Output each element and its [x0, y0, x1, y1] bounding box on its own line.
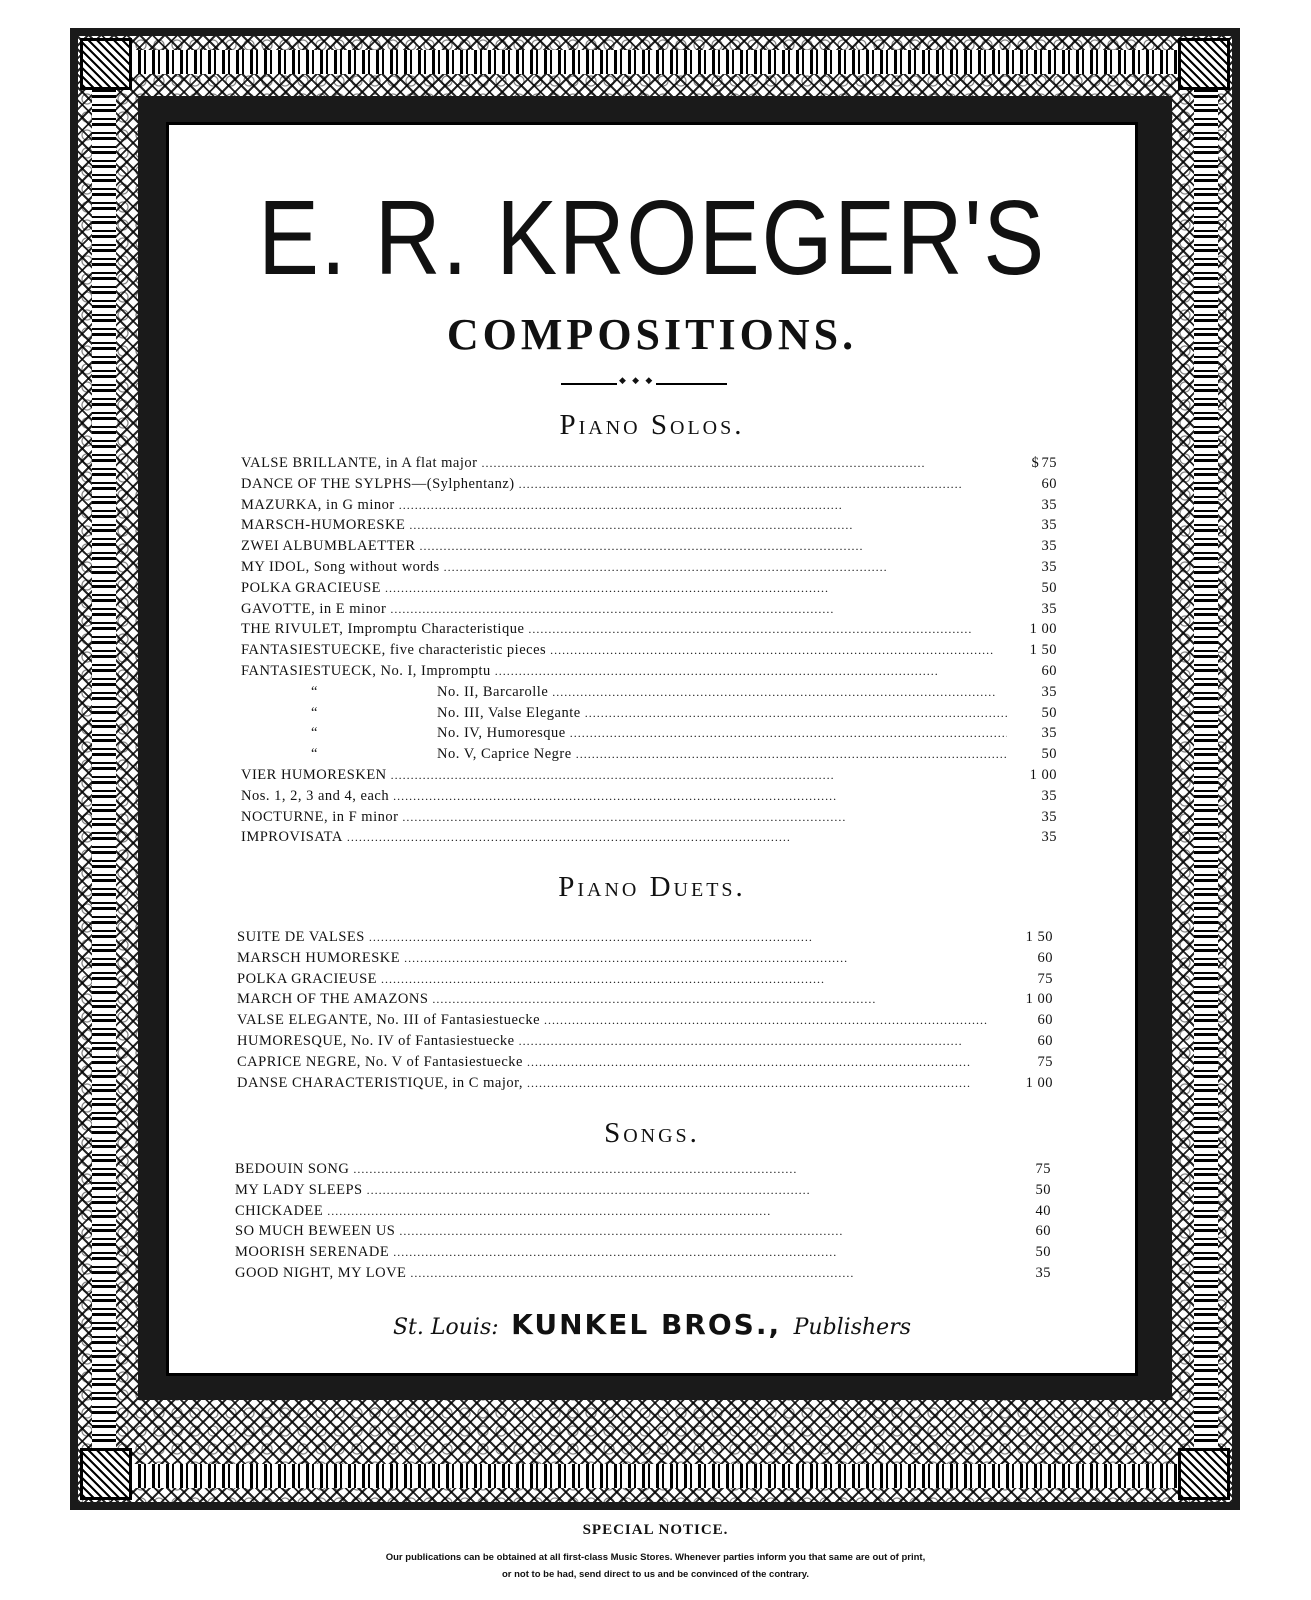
songs-list — [235, 1161, 1051, 1286]
item-price — [1011, 809, 1057, 826]
currency-symbol: $ — [1031, 455, 1040, 471]
price-value: 35 — [1041, 600, 1057, 617]
list-item — [241, 705, 1057, 726]
list-item — [237, 1033, 1053, 1054]
price-value: 50 — [1041, 704, 1057, 721]
price-value: 50 — [1041, 746, 1057, 763]
piano-duets-list — [237, 929, 1053, 1095]
notice-line: or not to be had, send direct to us and be convinced of the contrary. — [501, 1569, 810, 1580]
list-item — [241, 517, 1057, 538]
item-price — [1007, 991, 1053, 1008]
dot-leader — [399, 1223, 1001, 1240]
dot-leader — [393, 788, 1007, 805]
list-item — [235, 1182, 1051, 1203]
item-title: ZWEI ALBUMBLAETTER — [241, 538, 416, 555]
list-item — [241, 829, 1057, 850]
item-title-text: No. IV, Humoresque — [437, 725, 566, 742]
item-title: MAZURKA, in G minor — [241, 496, 395, 513]
item-title: IMPROVISATA — [241, 829, 343, 846]
ditto-mark: “ — [311, 704, 318, 721]
item-title: CHICKADEE — [235, 1202, 324, 1219]
section-title-piano-duets: Piano Duets. — [558, 871, 746, 903]
publisher-line — [169, 1308, 1135, 1341]
dot-leader — [369, 929, 1003, 946]
item-price — [1011, 580, 1057, 597]
list-item — [237, 929, 1053, 950]
list-item — [241, 455, 1057, 476]
dot-leader — [519, 1033, 1003, 1050]
price-value: 50 — [1035, 1244, 1051, 1261]
item-price — [1011, 767, 1057, 784]
list-item — [241, 621, 1057, 642]
item-title: GAVOTTE, in E minor — [241, 600, 387, 617]
dot-leader — [528, 621, 1007, 638]
price-value: 60 — [1037, 1032, 1053, 1049]
dot-leader — [495, 663, 1007, 680]
item-title: NOCTURNE, in F minor — [241, 808, 399, 825]
dot-leader — [347, 829, 1007, 846]
item-price — [1011, 621, 1057, 638]
list-item — [235, 1203, 1051, 1224]
item-price — [1007, 950, 1053, 967]
item-price — [1011, 538, 1057, 555]
item-title: MOORISH SERENADE — [235, 1244, 390, 1261]
list-item — [237, 971, 1053, 992]
item-title — [241, 725, 566, 742]
price-value: 1 00 — [1025, 1074, 1053, 1091]
dot-leader — [402, 809, 1007, 826]
item-title: MARSCH HUMORESKE — [237, 949, 401, 966]
list-item — [241, 476, 1057, 497]
price-value: 60 — [1037, 949, 1053, 966]
item-title: THE RIVULET, Impromptu Characteristique — [241, 621, 525, 638]
item-price — [1011, 746, 1057, 763]
dot-leader — [550, 642, 1007, 659]
price-value: 60 — [1037, 1012, 1053, 1029]
list-item — [241, 601, 1057, 622]
item-price — [1011, 559, 1057, 576]
list-item — [241, 580, 1057, 601]
price-value: 35 — [1041, 829, 1057, 846]
dot-leader — [410, 1265, 1001, 1282]
price-value: 35 — [1041, 558, 1057, 575]
list-item — [241, 767, 1057, 788]
item-title: CAPRICE NEGRE, No. V of Fantasiestuecke — [237, 1053, 523, 1070]
price-value: 1 50 — [1025, 929, 1053, 945]
dot-leader — [399, 497, 1007, 514]
item-price — [1007, 1075, 1053, 1092]
item-price — [1005, 1244, 1051, 1261]
item-title: MY IDOL, Song without words — [241, 558, 440, 575]
price-value: 35 — [1041, 496, 1057, 513]
price-value: 35 — [1041, 538, 1057, 555]
dot-leader — [327, 1203, 1001, 1220]
item-price — [1007, 1012, 1053, 1029]
ornamental-divider — [561, 383, 727, 385]
dot-leader — [404, 950, 1003, 967]
list-item — [237, 991, 1053, 1012]
list-item — [235, 1244, 1051, 1265]
dot-leader — [544, 1012, 1003, 1029]
item-title: MARCH OF THE AMAZONS — [237, 991, 429, 1008]
dot-leader — [381, 971, 1003, 988]
dot-leader — [481, 455, 1007, 472]
dot-leader — [527, 1075, 1003, 1092]
price-value: 75 — [1041, 455, 1057, 471]
item-title-text: No. V, Caprice Negre — [437, 746, 572, 763]
price-value: 35 — [1041, 683, 1057, 700]
price-value: 60 — [1041, 475, 1057, 492]
item-price — [1011, 497, 1057, 514]
dot-leader — [444, 559, 1007, 576]
item-price — [1011, 601, 1057, 618]
item-title: POLKA GRACIEUSE — [237, 970, 378, 987]
publisher-name: KUNKEL BROS., — [511, 1308, 782, 1341]
item-title: VIER HUMORESKEN — [241, 766, 387, 783]
list-item — [235, 1265, 1051, 1286]
list-item — [241, 788, 1057, 809]
dot-leader — [353, 1161, 1001, 1178]
item-price — [1011, 642, 1057, 659]
item-price — [1011, 725, 1057, 742]
list-item — [241, 725, 1057, 746]
dot-leader — [390, 601, 1007, 618]
price-value: 35 — [1041, 808, 1057, 825]
price-value: 35 — [1041, 517, 1057, 534]
list-item — [235, 1161, 1051, 1182]
list-item — [235, 1223, 1051, 1244]
list-item — [237, 1054, 1053, 1075]
dot-leader — [576, 746, 1007, 763]
price-value: 35 — [1041, 787, 1057, 804]
dot-leader — [420, 538, 1007, 555]
list-item — [237, 1012, 1053, 1033]
list-item — [241, 809, 1057, 830]
item-title: SO MUCH BEWEEN US — [235, 1223, 396, 1240]
price-value: 35 — [1041, 725, 1057, 742]
item-price — [1011, 705, 1057, 722]
item-title-text: No. III, Valse Elegante — [437, 704, 581, 721]
section-title-songs: Songs. — [604, 1117, 700, 1149]
dot-leader — [585, 705, 1007, 722]
item-title: DANCE OF THE SYLPHS—(Sylphentanz) — [241, 475, 515, 492]
item-title: FANTASIESTUECKE, five characteristic pieces — [241, 642, 547, 659]
section-title-piano-solos: Piano Solos. — [559, 409, 745, 441]
notice-body — [0, 1549, 1311, 1583]
publisher-role: Publishers — [793, 1315, 912, 1340]
dot-leader — [385, 580, 1007, 597]
corner-ornament — [80, 38, 132, 90]
item-price — [1005, 1223, 1051, 1240]
dot-leader — [391, 767, 1007, 784]
dot-leader — [432, 991, 1003, 1008]
corner-ornament — [80, 1448, 132, 1500]
dot-leader — [519, 476, 1007, 493]
item-price — [1011, 788, 1057, 805]
border-band-left — [92, 68, 116, 1470]
price-value: 40 — [1035, 1202, 1051, 1219]
item-title: VALSE ELEGANTE, No. III of Fantasiestuecke — [237, 1012, 541, 1029]
item-title: DANSE CHARACTERISTIQUE, in C major, — [237, 1074, 523, 1091]
price-value: 1 00 — [1025, 991, 1053, 1008]
item-price — [1005, 1161, 1051, 1178]
list-item — [241, 746, 1057, 767]
dot-leader — [570, 725, 1007, 742]
item-title: VALSE BRILLANTE, in A flat major — [241, 455, 478, 471]
item-price — [1011, 455, 1057, 472]
item-price — [1011, 829, 1057, 846]
item-title — [241, 705, 581, 722]
item-title: Nos. 1, 2, 3 and 4, each — [241, 787, 390, 804]
item-title: FANTASIESTUECK, No. I, Impromptu — [241, 662, 491, 679]
dot-leader — [393, 1244, 1001, 1261]
piano-solos-list — [241, 455, 1057, 850]
ditto-mark: “ — [311, 746, 318, 763]
border-band-right — [1194, 68, 1218, 1470]
item-price — [1007, 929, 1053, 946]
list-item — [241, 663, 1057, 684]
item-title: MARSCH-HUMORESKE — [241, 517, 406, 534]
list-item — [241, 642, 1057, 663]
item-price — [1007, 1054, 1053, 1071]
list-item — [241, 497, 1057, 518]
list-item — [237, 950, 1053, 971]
item-price — [1007, 971, 1053, 988]
corner-ornament — [1178, 38, 1230, 90]
list-item — [241, 538, 1057, 559]
item-price — [1005, 1203, 1051, 1220]
item-title: POLKA GRACIEUSE — [241, 579, 382, 596]
item-price — [1005, 1265, 1051, 1282]
border-band-bottom — [110, 1464, 1200, 1488]
dot-leader — [552, 684, 1007, 701]
price-value: 1 00 — [1029, 766, 1057, 783]
notice-line: Our publications can be obtained at all first-class Music Stores. Whenever parties inform you that same are out of print, — [385, 1552, 926, 1563]
item-title-text: No. II, Barcarolle — [437, 683, 549, 700]
publisher-location: St. Louis: — [392, 1315, 499, 1340]
price-value: 50 — [1041, 579, 1057, 596]
dot-leader — [367, 1182, 1001, 1199]
item-price — [1007, 1033, 1053, 1050]
price-value: 50 — [1035, 1181, 1051, 1198]
page-subtitle: COMPOSITIONS. — [446, 310, 858, 359]
corner-ornament — [1178, 1448, 1230, 1500]
price-value: 75 — [1037, 1053, 1053, 1070]
item-title: SUITE DE VALSES — [237, 929, 365, 945]
price-value: 60 — [1035, 1223, 1051, 1240]
ditto-mark: “ — [311, 725, 318, 742]
notice-heading: SPECIAL NOTICE. — [582, 1522, 729, 1538]
item-title: GOOD NIGHT, MY LOVE — [235, 1264, 407, 1281]
price-value: 1 00 — [1029, 621, 1057, 638]
item-price — [1011, 684, 1057, 701]
item-title — [241, 684, 548, 701]
dot-leader — [409, 517, 1007, 534]
price-value: 60 — [1041, 662, 1057, 679]
price-value: 1 50 — [1029, 642, 1057, 659]
list-item — [241, 684, 1057, 705]
list-item — [237, 1075, 1053, 1096]
item-title: BEDOUIN SONG — [235, 1161, 350, 1177]
item-price — [1005, 1182, 1051, 1199]
item-title: MY LADY SLEEPS — [235, 1181, 363, 1198]
item-title: HUMORESQUE, No. IV of Fantasiestuecke — [237, 1032, 515, 1049]
border-band-top — [110, 50, 1200, 74]
ditto-mark: “ — [311, 683, 318, 700]
price-value: 75 — [1035, 1161, 1051, 1177]
list-item — [241, 559, 1057, 580]
item-price — [1011, 663, 1057, 680]
price-value: 75 — [1037, 970, 1053, 987]
item-title — [241, 746, 572, 763]
item-price — [1011, 476, 1057, 493]
dot-leader — [527, 1054, 1003, 1071]
price-value: 35 — [1035, 1264, 1051, 1281]
item-price — [1011, 517, 1057, 534]
page-title: E. R. KROEGER'S — [258, 179, 1046, 297]
content-panel — [166, 122, 1138, 1376]
